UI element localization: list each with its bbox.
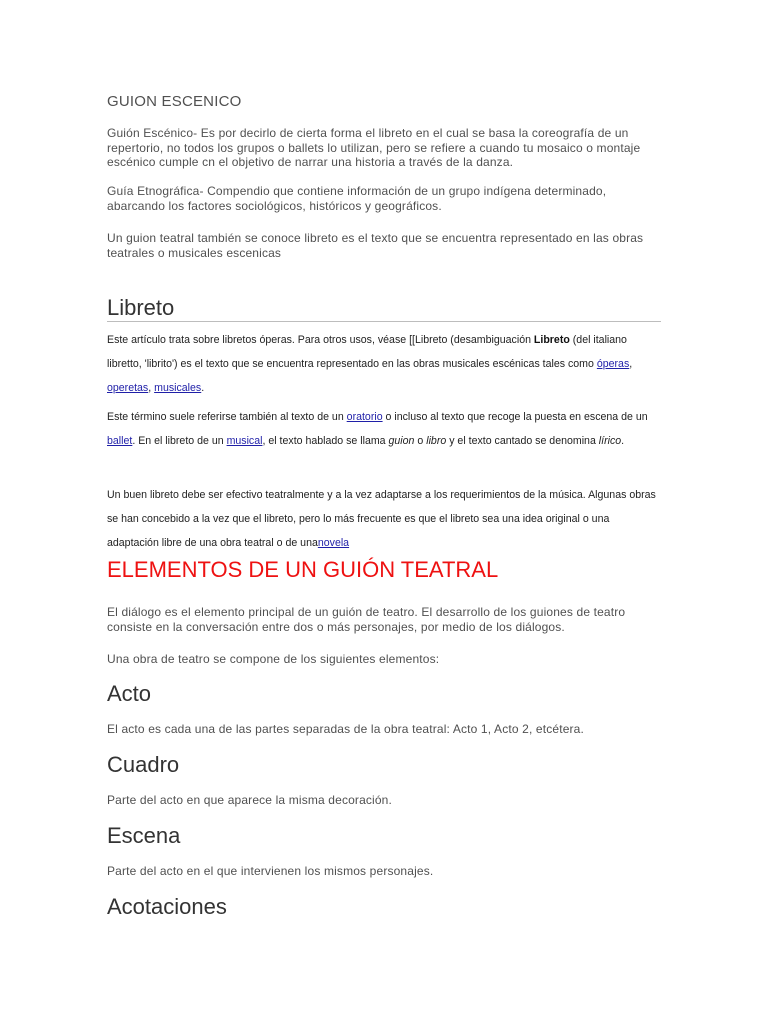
- cuadro-heading: Cuadro: [107, 752, 180, 777]
- link-operetas[interactable]: operetas: [107, 382, 149, 394]
- text-span: ,: [148, 382, 155, 394]
- text-span: Un buen libreto debe ser efectivo teatralmente y a la vez adaptarse a los requerimientos de la música. Algunas obras se han concebido a la vez que el libreto, pero lo más frecuente es que el libreto sea una idea original o una adaptación libre de una obra teatral o de una: [107, 489, 656, 549]
- italic-term: lírico: [598, 435, 622, 447]
- libreto-paragraph-2: [107, 405, 662, 453]
- text-span: Este artículo trata sobre libretos óperas. Para otros usos, véase [[Libreto (desambiguación: [107, 334, 534, 346]
- heading-divider: [107, 321, 661, 322]
- libreto-paragraph-1: [107, 328, 662, 400]
- text-span: ,: [629, 358, 633, 370]
- acotaciones-heading: Acotaciones: [107, 894, 227, 919]
- link-musicales[interactable]: musicales: [154, 382, 202, 394]
- text-span: . En el libreto de un: [132, 435, 227, 447]
- intro-paragraph-guia: Guía Etnográfica- Compendio que contiene información de un grupo indígena determinado, abarcando los factores sociológicos, históricos y geográficos.: [107, 184, 607, 213]
- intro-paragraph-guion-teatral: Un guion teatral también se conoce libreto es el texto que se encuentra representado en las obras teatrales o musicales escenicas: [107, 231, 644, 260]
- text-span: o incluso al texto que recoge la puesta en escena de un: [382, 411, 648, 423]
- libreto-heading: Libreto: [107, 295, 175, 320]
- intro-paragraph-guion: Guión Escénico- Es por decirlo de cierta forma el libreto en el cual se basa la coreografía de un repertorio, no todos los grupos o ballets lo utilizan, pero se refiere a cuando tu mosaico o montaje escénico cumple cn el objetivo de narrar una historia a través de la danza.: [107, 126, 641, 169]
- link-operas[interactable]: óperas: [596, 358, 630, 370]
- elementos-paragraph-componentes: Una obra de teatro se compone de los siguientes elementos:: [107, 652, 440, 666]
- escena-text: Parte del acto en el que intervienen los mismos personajes.: [107, 864, 434, 878]
- text-span: .: [201, 382, 205, 394]
- acto-text: El acto es cada una de las partes separadas de la obra teatral: Acto 1, Acto 2, etcétera.: [107, 722, 584, 736]
- text-span: o: [414, 435, 427, 447]
- bold-term: Libreto: [533, 334, 570, 346]
- text-span: y el texto cantado se denomina: [446, 435, 599, 447]
- elementos-paragraph-dialogo: El diálogo es el elemento principal de un guión de teatro. El desarrollo de los guiones de teatro consiste en la conversación entre dos o más personajes, por medio de los diálogos.: [107, 605, 626, 634]
- libreto-paragraph-3: [107, 483, 662, 555]
- elementos-heading: ELEMENTOS DE UN GUIÓN TEATRAL: [107, 557, 499, 582]
- link-musical[interactable]: musical: [226, 435, 263, 447]
- text-span: (del italiano libretto, 'librito') es el texto que se encuentra representado en las obras musicales escénicas tales como: [107, 334, 627, 370]
- text-span: Este término suele referirse también al texto de un: [107, 411, 347, 423]
- acto-heading: Acto: [107, 681, 152, 706]
- italic-term: guion: [388, 435, 415, 447]
- link-ballet[interactable]: ballet: [107, 435, 133, 447]
- text-span: .: [621, 435, 625, 447]
- link-oratorio[interactable]: oratorio: [346, 411, 383, 423]
- text-span: , el texto hablado se llama: [262, 435, 389, 447]
- document-title: GUION ESCENICO: [107, 93, 242, 110]
- cuadro-text: Parte del acto en que aparece la misma decoración.: [107, 793, 392, 807]
- escena-heading: Escena: [107, 823, 181, 848]
- italic-term: libro: [426, 435, 447, 447]
- link-novela[interactable]: novela: [317, 537, 350, 549]
